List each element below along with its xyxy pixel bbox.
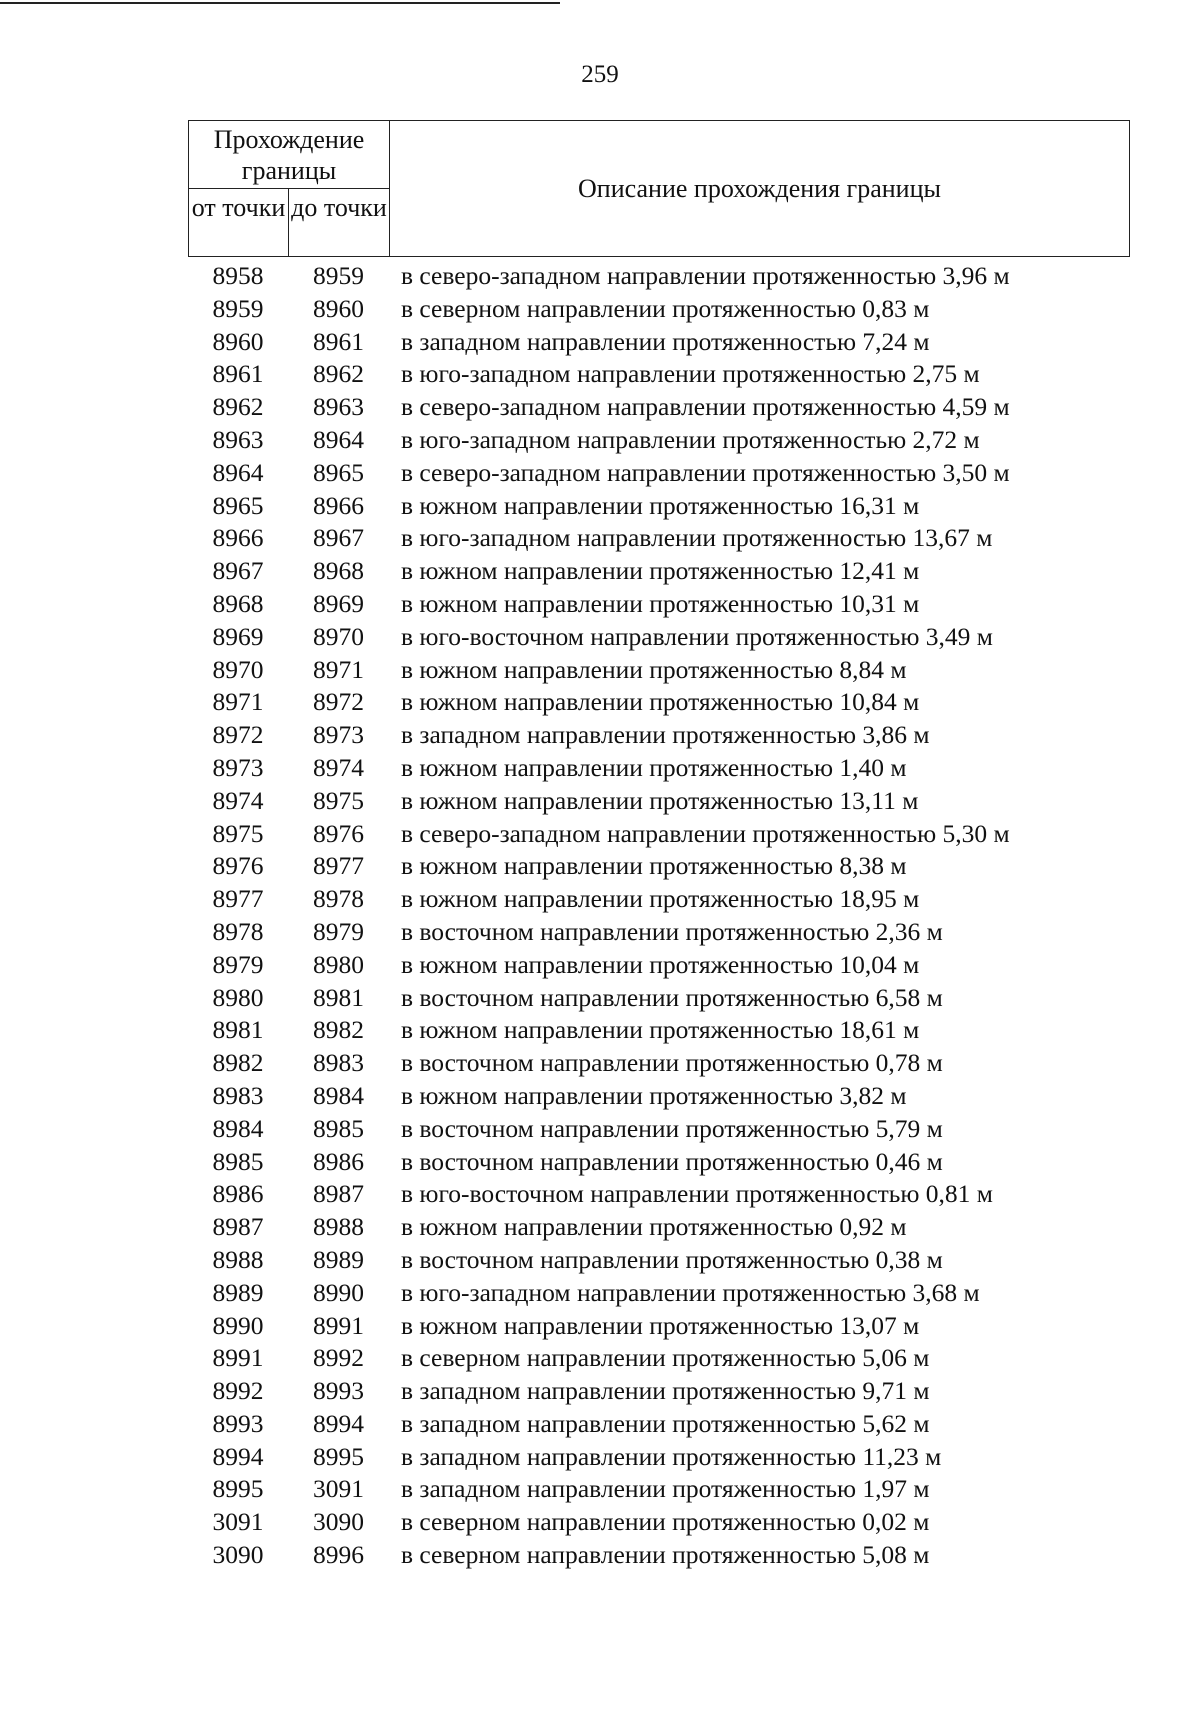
cell-description: в южном направлении протяженностью 8,38 м (401, 851, 907, 881)
cell-description: в юго-западном направлении протяженностью 2,75 м (401, 359, 980, 389)
cell-from-point: 8976 (212, 851, 264, 881)
cell-from-point: 8987 (212, 1212, 264, 1242)
cell-from-point: 8968 (212, 588, 264, 618)
cell-to-point: 8964 (313, 424, 364, 454)
header-description: Описание прохождения границы (578, 173, 941, 203)
cell-to-point: 8973 (313, 720, 364, 750)
cell-from-point: 8985 (212, 1146, 264, 1176)
cell-to-point: 8966 (313, 490, 364, 520)
cell-to-point: 8991 (313, 1310, 364, 1340)
cell-from-point: 8974 (212, 785, 264, 815)
table-row (188, 260, 1188, 293)
cell-to-point: 8982 (313, 1015, 364, 1045)
cell-description: в северном направлении протяженностью 0,02 м (401, 1507, 930, 1537)
cell-to-point: 8985 (313, 1113, 364, 1143)
cell-from-point: 8973 (212, 752, 264, 782)
cell-description: в юго-западном направлении протяженностью 3,68 м (401, 1277, 980, 1307)
header-boundary-passage: Прохождение границы (189, 121, 390, 189)
cell-description: в восточном направлении протяженностью 2,36 м (401, 916, 943, 946)
header-from-point: от точки (189, 189, 289, 256)
cell-to-point: 8972 (313, 687, 364, 717)
cell-to-point: 3090 (313, 1507, 364, 1537)
cell-from-point: 3091 (212, 1507, 264, 1537)
cell-to-point: 8976 (313, 818, 364, 848)
cell-from-point: 8991 (212, 1343, 264, 1373)
cell-from-point: 8978 (212, 916, 264, 946)
cell-to-point: 8960 (313, 293, 364, 323)
cell-to-point: 8988 (313, 1212, 364, 1242)
cell-description: в южном направлении протяженностью 13,11 м (401, 785, 919, 815)
cell-from-point: 8983 (212, 1080, 264, 1110)
cell-from-point: 8962 (212, 392, 264, 422)
table-row (188, 949, 1188, 982)
cell-to-point: 8995 (313, 1441, 364, 1471)
table-row (188, 1178, 1188, 1211)
top-scan-rule (0, 2, 560, 4)
table-row (188, 1441, 1188, 1474)
table-row (188, 1539, 1188, 1572)
cell-to-point: 8994 (313, 1408, 364, 1438)
cell-to-point: 8990 (313, 1277, 364, 1307)
cell-description: в южном направлении протяженностью 3,82 м (401, 1080, 907, 1110)
cell-description: в южном направлении протяженностью 1,40 м (401, 752, 907, 782)
table-body (188, 260, 1188, 1572)
table-row (188, 326, 1188, 359)
cell-description: в северном направлении протяженностью 0,83 м (401, 293, 930, 323)
table-row (188, 1310, 1188, 1343)
cell-from-point: 8995 (212, 1474, 264, 1504)
cell-description: в восточном направлении протяженностью 0,46 м (401, 1146, 943, 1176)
cell-to-point: 8978 (313, 884, 364, 914)
cell-to-point: 8996 (313, 1540, 364, 1570)
cell-description: в северном направлении протяженностью 5,06 м (401, 1343, 930, 1373)
table-row (188, 1146, 1188, 1179)
cell-from-point: 8965 (212, 490, 264, 520)
cell-description: в южном направлении протяженностью 16,31 м (401, 490, 920, 520)
cell-to-point: 8989 (313, 1244, 364, 1274)
table-row (188, 457, 1188, 490)
cell-from-point: 8986 (212, 1179, 264, 1209)
table-row (188, 424, 1188, 457)
table-row (188, 621, 1188, 654)
cell-from-point: 8963 (212, 424, 264, 454)
table-header (188, 120, 1130, 257)
cell-description: в южном направлении протяженностью 10,31 м (401, 588, 920, 618)
cell-description: в южном направлении протяженностью 13,07 м (401, 1310, 920, 1340)
table-row (188, 1342, 1188, 1375)
cell-to-point: 3091 (313, 1474, 364, 1504)
cell-to-point: 8977 (313, 851, 364, 881)
table-row (188, 818, 1188, 851)
cell-description: в юго-западном направлении протяженностью 2,72 м (401, 424, 980, 454)
page-number: 259 (581, 61, 619, 88)
table-row (188, 916, 1188, 949)
cell-description: в северном направлении протяженностью 5,08 м (401, 1540, 930, 1570)
table-row (188, 883, 1188, 916)
cell-description: в восточном направлении протяженностью 6,58 м (401, 982, 943, 1012)
cell-from-point: 8988 (212, 1244, 264, 1274)
cell-from-point: 8980 (212, 982, 264, 1012)
cell-description: в западном направлении протяженностью 5,62 м (401, 1408, 930, 1438)
cell-to-point: 8968 (313, 556, 364, 586)
cell-description: в южном направлении протяженностью 18,61 м (401, 1015, 920, 1045)
cell-from-point: 8992 (212, 1376, 264, 1406)
table-row (188, 1506, 1188, 1539)
cell-description: в западном направлении протяженностью 11,23 м (401, 1441, 942, 1471)
cell-to-point: 8993 (313, 1376, 364, 1406)
cell-from-point: 3090 (212, 1540, 264, 1570)
table-row (188, 1277, 1188, 1310)
cell-from-point: 8981 (212, 1015, 264, 1045)
cell-from-point: 8959 (212, 293, 264, 323)
cell-to-point: 8962 (313, 359, 364, 389)
table-row (188, 1080, 1188, 1113)
table-row (188, 555, 1188, 588)
cell-to-point: 8981 (313, 982, 364, 1012)
table-row (188, 588, 1188, 621)
table-row (188, 982, 1188, 1015)
table-row (188, 490, 1188, 523)
cell-description: в восточном направлении протяженностью 0,38 м (401, 1244, 943, 1274)
table-row (188, 1113, 1188, 1146)
cell-to-point: 8974 (313, 752, 364, 782)
cell-description: в западном направлении протяженностью 3,86 м (401, 720, 930, 750)
cell-description: в южном направлении протяженностью 10,84 м (401, 687, 920, 717)
table-row (188, 522, 1188, 555)
cell-description: в западном направлении протяженностью 7,24 м (401, 326, 930, 356)
cell-from-point: 8960 (212, 326, 264, 356)
cell-from-point: 8958 (212, 261, 264, 290)
cell-description: в южном направлении протяженностью 12,41 м (401, 556, 920, 586)
table-row (188, 1014, 1188, 1047)
cell-from-point: 8970 (212, 654, 264, 684)
cell-to-point: 8986 (313, 1146, 364, 1176)
cell-description: в восточном направлении протяженностью 0,78 м (401, 1048, 943, 1078)
table-row (188, 1408, 1188, 1441)
cell-from-point: 8972 (212, 720, 264, 750)
cell-from-point: 8964 (212, 457, 264, 487)
cell-from-point: 8969 (212, 621, 264, 651)
cell-description: в северо-западном направлении протяженностью 5,30 м (401, 818, 1010, 848)
cell-to-point: 8959 (313, 261, 364, 290)
cell-from-point: 8977 (212, 884, 264, 914)
cell-description: в южном направлении протяженностью 8,84 м (401, 654, 907, 684)
cell-from-point: 8975 (212, 818, 264, 848)
table-row (188, 850, 1188, 883)
cell-to-point: 8970 (313, 621, 364, 651)
cell-to-point: 8965 (313, 457, 364, 487)
cell-description: в западном направлении протяженностью 9,71 м (401, 1376, 930, 1406)
table-row (188, 719, 1188, 752)
cell-to-point: 8979 (313, 916, 364, 946)
cell-from-point: 8994 (212, 1441, 264, 1471)
cell-description: в северо-западном направлении протяженностью 4,59 м (401, 392, 1010, 422)
table-row (188, 1244, 1188, 1277)
table-row (188, 1375, 1188, 1408)
cell-to-point: 8963 (313, 392, 364, 422)
cell-description: в северо-западном направлении протяженностью 3,50 м (401, 457, 1010, 487)
table-row (188, 686, 1188, 719)
cell-from-point: 8989 (212, 1277, 264, 1307)
cell-from-point: 8961 (212, 359, 264, 389)
table-row (188, 1047, 1188, 1080)
cell-description: в северо-западном направлении протяженностью 3,96 м (401, 261, 1010, 290)
cell-to-point: 8983 (313, 1048, 364, 1078)
table-row (188, 1211, 1188, 1244)
cell-from-point: 8966 (212, 523, 264, 553)
cell-to-point: 8987 (313, 1179, 364, 1209)
table-row (188, 358, 1188, 391)
cell-description: в юго-западном направлении протяженностью 13,67 м (401, 523, 993, 553)
cell-from-point: 8967 (212, 556, 264, 586)
header-to-point: до точки (289, 189, 390, 256)
table-row (188, 654, 1188, 687)
cell-description: в юго-восточном направлении протяженностью 3,49 м (401, 621, 993, 651)
cell-from-point: 8990 (212, 1310, 264, 1340)
cell-description: в южном направлении протяженностью 10,04 м (401, 949, 920, 979)
cell-description: в южном направлении протяженностью 0,92 м (401, 1212, 907, 1242)
cell-to-point: 8961 (313, 326, 364, 356)
table-row (188, 391, 1188, 424)
cell-to-point: 8967 (313, 523, 364, 553)
cell-to-point: 8992 (313, 1343, 364, 1373)
cell-description: в юго-восточном направлении протяженностью 0,81 м (401, 1179, 993, 1209)
cell-from-point: 8971 (212, 687, 264, 717)
table-row (188, 1473, 1188, 1506)
table-row (188, 293, 1188, 326)
cell-description: в восточном направлении протяженностью 5,79 м (401, 1113, 943, 1143)
cell-description: в южном направлении протяженностью 18,95 м (401, 884, 920, 914)
table-row (188, 785, 1188, 818)
table-row (188, 752, 1188, 785)
cell-to-point: 8969 (313, 588, 364, 618)
cell-to-point: 8984 (313, 1080, 364, 1110)
cell-to-point: 8975 (313, 785, 364, 815)
cell-from-point: 8979 (212, 949, 264, 979)
cell-from-point: 8982 (212, 1048, 264, 1078)
cell-to-point: 8971 (313, 654, 364, 684)
cell-to-point: 8980 (313, 949, 364, 979)
cell-description: в западном направлении протяженностью 1,97 м (401, 1474, 930, 1504)
cell-from-point: 8993 (212, 1408, 264, 1438)
cell-from-point: 8984 (212, 1113, 264, 1143)
